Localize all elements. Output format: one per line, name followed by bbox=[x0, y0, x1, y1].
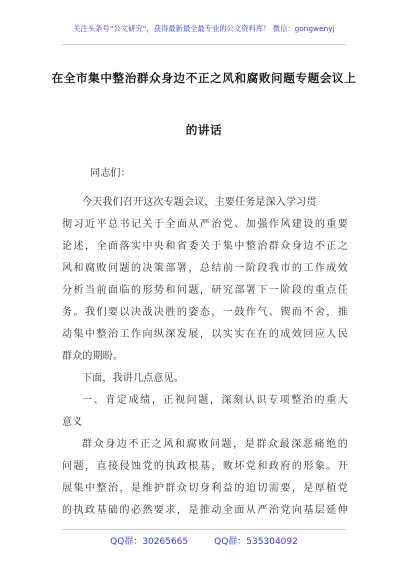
document-title-line-1: 在全市集中整治群众身边不正之风和腐败问题专题会议上 bbox=[51, 71, 357, 85]
paragraph-line: 论述，全面落实中央和省委关于集中整治群众身边不正之 bbox=[62, 241, 348, 252]
paragraph-line: 问题，直接侵蚀党的执政根基，败坏党和政府的形象。开 bbox=[62, 461, 348, 472]
paragraph-line: 下面，我讲几点意见。 bbox=[82, 373, 184, 384]
header-divider bbox=[62, 44, 346, 45]
section-heading-line: 一、肯定成绩，正视问题，深刻认识专项整治的重大 bbox=[82, 395, 348, 406]
section-heading-line: 意义 bbox=[62, 417, 83, 428]
paragraph-line: 群众身边不正之风和腐败问题，是群众最深恶痛绝的 bbox=[82, 439, 348, 450]
document-title-line-2: 的讲话 bbox=[185, 123, 223, 137]
paragraph-line: 务。我们要以决战决胜的姿态，一鼓作气、锲而不舍，推 bbox=[62, 307, 348, 318]
paragraph-line: 风和腐败问题的决策部署，总结前一阶段我市的工作成效 bbox=[62, 263, 348, 274]
salutation: 同志们： bbox=[90, 168, 131, 179]
paragraph-line: 动集中整治工作向纵深发展，以实实在在的成效回应人民 bbox=[62, 329, 348, 340]
paragraph-line: 分析当前面临的形势和问题，研究部署下一阶段的重点任 bbox=[62, 285, 348, 296]
paragraph-line: 群众的期盼。 bbox=[62, 351, 124, 362]
footer-qq-group-1: QQ群：30265665 bbox=[110, 537, 189, 547]
footer-divider bbox=[62, 529, 346, 530]
footer-qq-group-2: QQ群：535304092 bbox=[214, 537, 298, 547]
footer bbox=[0, 534, 408, 547]
paragraph-line: 展集中整治，是维护群众切身利益的迫切需要，是厚植党 bbox=[62, 483, 348, 494]
paragraph-line: 彻习近平总书记关于全面从严治党、加强作风建设的重要 bbox=[62, 219, 348, 230]
paragraph-line: 今天我们召开这次专题会议，主要任务是深入学习贯 bbox=[82, 197, 317, 208]
paragraph-line: 的执政基础的必然要求，是推动全面从严治党向基层延伸 bbox=[62, 505, 348, 516]
header-banner: 关注头条号“公文研究”，获得最新最全最专业的公文资料库！ 微信：gongwenyj bbox=[73, 24, 335, 33]
